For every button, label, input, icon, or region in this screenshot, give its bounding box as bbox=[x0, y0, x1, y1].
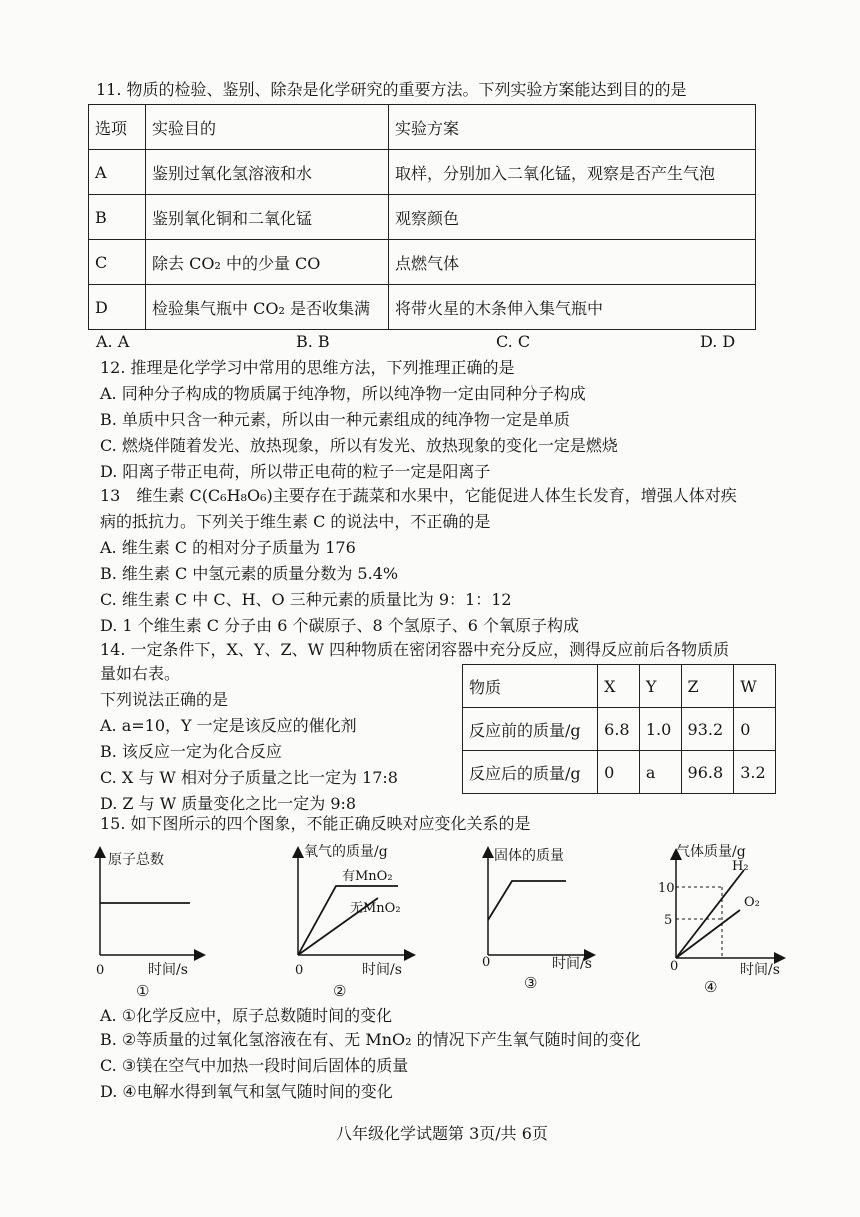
table-cell: 0 bbox=[598, 751, 640, 794]
graph-1-origin: 0 bbox=[96, 963, 105, 978]
graph-3-xlabel: 时间/s bbox=[552, 956, 592, 972]
q14-option-d: D. Z 与 W 质量变化之比一定为 9:8 bbox=[100, 794, 357, 813]
table-cell: 鉴别过氧化氢溶液和水 bbox=[146, 150, 389, 195]
q12-option-d: D. 阳离子带正电荷，所以带正电荷的粒子一定是阳离子 bbox=[100, 462, 491, 481]
graph-4-origin: 0 bbox=[670, 959, 679, 974]
table-row bbox=[89, 195, 756, 240]
table-cell: 96.8 bbox=[681, 751, 734, 794]
q14-stem-line1: 14. 一定条件下，X、Y、Z、W 四种物质在密闭容器中充分反应，测得反应前后各物质质 bbox=[100, 640, 730, 659]
table-cell: B bbox=[89, 195, 146, 240]
graph-4-xlabel: 时间/s bbox=[740, 962, 780, 978]
table-cell: 6.8 bbox=[598, 708, 640, 751]
table-cell: D bbox=[89, 285, 146, 330]
q13-option-d: D. 1 个维生素 C 分子由 6 个碳原子、8 个氢原子、6 个氧原子构成 bbox=[100, 616, 579, 635]
q14-option-a: A. a=10，Y 一定是该反应的催化剂 bbox=[100, 716, 357, 735]
q12-stem: 12. 推理是化学学习中常用的思维方法，下列推理正确的是 bbox=[100, 358, 515, 377]
graph-4-number: ④ bbox=[704, 978, 718, 996]
graph-4-o2-label: O₂ bbox=[744, 895, 760, 910]
page-footer: 八年级化学试题第 3页/共 6页 bbox=[336, 1124, 548, 1143]
table-cell: 反应后的质量/g bbox=[463, 751, 598, 794]
table-cell: 检验集气瓶中 CO₂ 是否收集满 bbox=[146, 285, 389, 330]
graph-3-origin: 0 bbox=[482, 955, 491, 970]
table-row bbox=[89, 240, 756, 285]
table-cell: 将带火星的木条伸入集气瓶中 bbox=[389, 285, 756, 330]
graph-3 bbox=[482, 847, 592, 992]
table-cell: C bbox=[89, 240, 146, 285]
graph-4-ylabel: 气体质量/g bbox=[676, 844, 746, 860]
table-cell: 0 bbox=[734, 708, 776, 751]
q13-option-c: C. 维生素 C 中 C、H、O 三种元素的质量比为 9：1：12 bbox=[100, 590, 512, 609]
table-cell: 3.2 bbox=[734, 751, 776, 794]
graph-2 bbox=[295, 844, 410, 1000]
q15-option-a: A. ①化学反应中，原子总数随时间的变化 bbox=[100, 1006, 393, 1025]
graph-4-tick-5: 5 bbox=[664, 913, 673, 928]
q12-option-b: B. 单质中只含一种元素，所以由一种元素组成的纯净物一定是单质 bbox=[100, 410, 570, 429]
graph-4-h2-label: H₂ bbox=[732, 859, 749, 874]
q14-table bbox=[462, 664, 776, 794]
graph-1-number: ① bbox=[136, 982, 150, 1000]
q13-option-a: A. 维生素 C 的相对分子质量为 176 bbox=[100, 538, 356, 557]
q11-option-d: D. D bbox=[700, 332, 736, 351]
graph-2-origin: 0 bbox=[295, 963, 304, 978]
header-cell: 选项 bbox=[89, 105, 146, 150]
header-cell: X bbox=[598, 665, 640, 708]
table-cell: 1.0 bbox=[639, 708, 681, 751]
table-row bbox=[463, 751, 776, 794]
table-cell: 点燃气体 bbox=[389, 240, 756, 285]
table-row bbox=[89, 285, 756, 330]
q15-option-b: B. ②等质量的过氧化氢溶液在有、无 MnO₂ 的情况下产生氧气随时间的变化 bbox=[100, 1030, 641, 1049]
graph-4-tick-10: 10 bbox=[658, 881, 675, 896]
graph-3-ylabel: 固体的质量 bbox=[494, 848, 564, 864]
graph-2-line1-label: 有MnO₂ bbox=[342, 869, 393, 884]
header-cell: 实验目的 bbox=[146, 105, 389, 150]
table-row bbox=[89, 150, 756, 195]
graph-2-line2-label: 无MnO₂ bbox=[350, 901, 401, 916]
q15-option-d: D. ④电解水得到氧气和氢气随时间的变化 bbox=[100, 1082, 393, 1101]
q12-option-c: C. 燃烧伴随着发光、放热现象，所以有发光、放热现象的变化一定是燃烧 bbox=[100, 436, 618, 455]
table-header-row bbox=[463, 665, 776, 708]
graph-3-curve bbox=[488, 881, 566, 920]
q15-stem: 15. 如下图所示的四个图象，不能正确反映对应变化关系的是 bbox=[100, 814, 531, 833]
header-cell: 物质 bbox=[463, 665, 598, 708]
table-cell: A bbox=[89, 150, 146, 195]
q11-table bbox=[88, 104, 756, 330]
q15-graphs bbox=[0, 840, 860, 1010]
graph-2-xlabel: 时间/s bbox=[362, 962, 402, 978]
table-cell: 反应前的质量/g bbox=[463, 708, 598, 751]
table-cell: 取样，分别加入二氧化锰，观察是否产生气泡 bbox=[389, 150, 756, 195]
header-cell: Y bbox=[639, 665, 681, 708]
header-cell: W bbox=[734, 665, 776, 708]
q11-option-b: B. B bbox=[296, 332, 330, 351]
table-cell: 93.2 bbox=[681, 708, 734, 751]
table-cell: 鉴别氧化铜和二氧化锰 bbox=[146, 195, 389, 240]
q13-stem-line1: 13 维生素 C(C₆H₈O₆)主要存在于蔬菜和水果中，它能促进人体生长发育，增强人体对疾 bbox=[100, 486, 737, 505]
table-header-row bbox=[89, 105, 756, 150]
q14-option-c: C. X 与 W 相对分子质量之比一定为 17:8 bbox=[100, 768, 398, 787]
q11-stem: 11. 物质的检验、鉴别、除杂是化学研究的重要方法。下列实验方案能达到目的的是 bbox=[96, 80, 687, 99]
q11-option-c: C. C bbox=[496, 332, 531, 351]
table-row bbox=[463, 708, 776, 751]
q13-stem-line2: 病的抵抗力。下列关于维生素 C 的说法中，不正确的是 bbox=[100, 512, 491, 531]
q14-stem-line3: 下列说法正确的是 bbox=[100, 690, 229, 709]
graph-2-ylabel: 氧气的质量/g bbox=[304, 844, 388, 860]
q11-option-a: A. A bbox=[96, 332, 130, 351]
q12-option-a: A. 同种分子构成的物质属于纯净物，所以纯净物一定由同种分子构成 bbox=[100, 384, 586, 403]
q15-option-c: C. ③镁在空气中加热一段时间后固体的质量 bbox=[100, 1056, 409, 1075]
graph-2-number: ② bbox=[333, 982, 347, 1000]
q14-option-b: B. 该反应一定为化合反应 bbox=[100, 742, 282, 761]
table-cell: a bbox=[639, 751, 681, 794]
graph-1-ylabel: 原子总数 bbox=[108, 852, 164, 868]
q13-option-b: B. 维生素 C 中氢元素的质量分数为 5.4% bbox=[100, 564, 399, 583]
header-cell: Z bbox=[681, 665, 734, 708]
graph-3-number: ③ bbox=[524, 974, 538, 992]
graph-4 bbox=[658, 843, 780, 996]
graph-1 bbox=[96, 851, 200, 1000]
header-cell: 实验方案 bbox=[389, 105, 756, 150]
table-cell: 观察颜色 bbox=[389, 195, 756, 240]
graph-1-xlabel: 时间/s bbox=[148, 962, 188, 978]
q14-stem-line2: 量如右表。 bbox=[100, 664, 181, 683]
table-cell: 除去 CO₂ 中的少量 CO bbox=[146, 240, 389, 285]
